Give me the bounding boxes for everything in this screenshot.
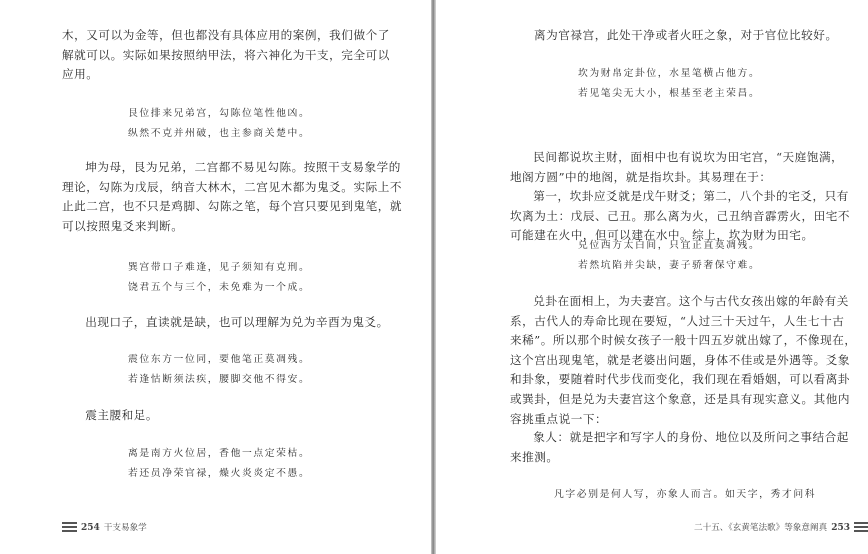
page-number: 253 [831, 523, 850, 533]
text-line: 兑卦在面相上，为夫妻宫。这个与古代女孩出嫁的年龄有关 [533, 294, 849, 308]
text-line: 凡字必别是何人写，亦象人而言。如天字，秀才问科 [554, 489, 817, 500]
left-paragraph-2 [62, 158, 402, 236]
text-line: 若逢怙断须法疾，腰脚交他不得安。 [128, 373, 311, 385]
right-verse-1 [578, 64, 760, 103]
left-verse-2 [128, 258, 310, 297]
text-line: 应用。 [62, 67, 99, 82]
text-line: 纵然不克并州破，也主参商关楚中。 [128, 127, 311, 139]
left-verse-1 [128, 104, 310, 143]
right-verse-2 [578, 236, 760, 275]
text-line: 第一，坎卦应爻就是戊午财爻；第二，八个卦的宅爻，只有 [533, 189, 849, 204]
text-line: 震主腰和足。 [85, 408, 159, 422]
text-line: 若然坑陷并尖缺，妻子骄奢保守难。 [578, 259, 761, 271]
left-paragraph-1 [62, 26, 390, 85]
text-line: 离为官禄宫，此处干净或者火旺之象，对于官位比较好。 [534, 28, 838, 42]
right-verse-3 [554, 485, 816, 505]
text-line: 容挑重点说一下： [510, 411, 608, 426]
text-line: 解就可以。实际如果按照纳甲法，将六神化为干支，完全可以 [62, 47, 390, 62]
text-line: 坤为母，艮为兄弟，二宫都不易见勾陈。按照干支易象学的 [85, 160, 401, 174]
left-footer [62, 521, 147, 534]
left-paragraph-4 [62, 406, 158, 426]
text-line: 地阁方圆”中的地阁，就是指坎卦。其易理在于： [510, 169, 772, 184]
text-line: 兑位西方太白间，只宜正直莫凋残。 [578, 240, 761, 251]
left-verse-4 [128, 444, 310, 483]
text-line: 震位东方一位同，要他笔正莫凋残。 [128, 354, 311, 365]
text-line: 若见笔尖无大小，根基至老主荣昌。 [578, 87, 761, 99]
left-verse-3 [128, 350, 310, 389]
text-line: 艮位排来兄弟宫，勾陈位笔性他凶。 [128, 108, 311, 119]
left-page [0, 0, 431, 554]
right-paragraph-3 [510, 292, 857, 429]
page-number: 254 [81, 523, 100, 533]
text-line: 可能建在火中，但可以建在水中。综上，坎为财为田宅。 [510, 228, 814, 243]
text-line: 巽宫带口子难逢，见子须知有克刑。 [128, 262, 311, 273]
text-line: 民间都说坎主财，面相中也有说坎为田宅宫，“天庭饱满， [533, 150, 844, 164]
text-line: 理论，勾陈为戊辰，纳音大林木，二宫见木都为鬼爻。实际上不 [62, 179, 403, 194]
text-line: 离是南方火位居，香他一点定荣枯。 [128, 448, 311, 459]
right-page [436, 0, 868, 554]
right-footer [694, 521, 868, 534]
text-line: 木，又可以为金等，但也都没有具体应用的案例，我们做个了 [62, 28, 390, 42]
text-line: 来稀”。所以那个时候女孩子一般十四五岁就出嫁了，不像现在， [510, 333, 857, 348]
text-line: 若还员净荣官禄，燥火炎炎定不愚。 [128, 467, 311, 479]
right-paragraph-2 [510, 148, 850, 246]
right-paragraph-4 [510, 428, 849, 467]
text-line: 或巽卦，但是兑为夫妻宫这个象意，还是具有现实意义。其他内 [510, 391, 851, 406]
text-line: 象人：就是把字和写字人的身份、地位以及所问之事结合起 [533, 430, 849, 444]
text-line: 出现口子，直读就是缺，也可以理解为兑为辛酉为鬼爻。 [85, 315, 389, 329]
right-paragraph-1 [534, 26, 838, 46]
text-line: 可以按照鬼爻来判断。 [62, 218, 184, 233]
text-line: 止此二宫，也不只是鸡脚、勾陈之笔，每个宫只要见到鬼笔，就 [62, 199, 403, 214]
running-title: 二十五、《玄黄笔法歌》等象意阐真 [694, 523, 828, 533]
text-line: 来推测。 [510, 449, 559, 464]
text-line: 系，古代人的寿命比现在要短，“人过三十天过午，人生七十古 [510, 313, 845, 328]
text-line: 这个宫出现鬼笔，就是老婆出问题，身体不佳或是外遇等。爻象 [510, 352, 851, 367]
text-line: 坎离为土：戊辰、己丑。那么离为火，己丑纳音霹雳火，田宅不 [510, 208, 851, 223]
trigram-icon [854, 521, 868, 534]
trigram-icon [62, 521, 77, 534]
text-line: 坎为财帛定卦位，水星笔横占他方。 [578, 68, 761, 79]
text-line: 和卦象，要随着时代步伐而变化，我们现在看婚姻，可以看离卦 [510, 372, 851, 387]
text-line: 饶君五个与三个，未免难为一个成。 [128, 281, 311, 293]
running-title: 干支易象学 [103, 523, 147, 533]
left-paragraph-3 [62, 313, 389, 333]
